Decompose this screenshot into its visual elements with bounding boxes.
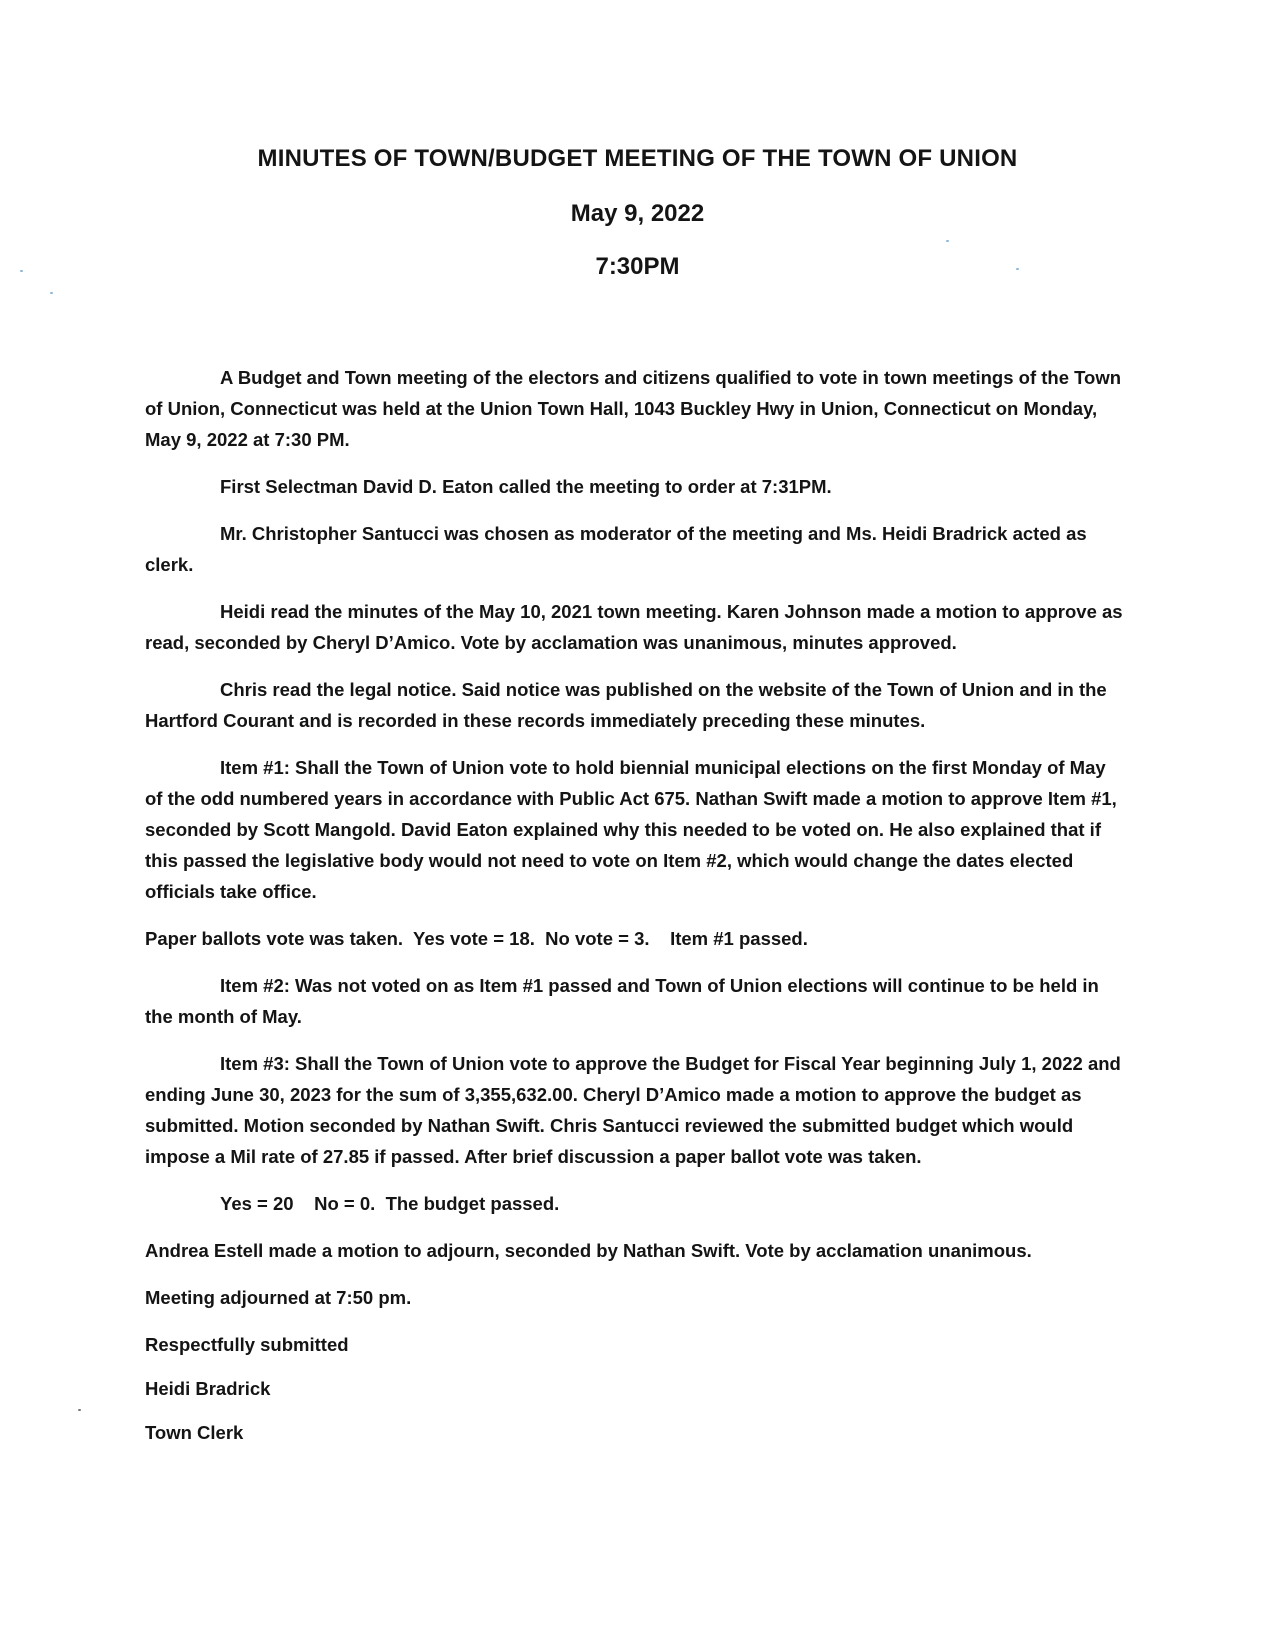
meeting-time: 7:30PM [595, 253, 680, 280]
scan-speck [946, 240, 949, 242]
adjourned-time-paragraph: Meeting adjourned at 7:50 pm. [145, 1287, 412, 1308]
item1-paragraph: Item #1: Shall the Town of Union vote to hold biennial municipal elections on the first Monday of May of the odd numbered years in accordance with Public Act 675. Nathan Swift made a motion to approve Item #1, seconded by Scott Mangold. David Eaton explained why this needed to be voted on. He also explained that if this passed the legislative body would not need to vote on Item #2, which would change the dates elected officials take office. [145, 757, 1117, 902]
adjourn-motion-paragraph: Andrea Estell made a motion to adjourn, seconded by Nathan Swift. Vote by acclamation unanimous. [145, 1240, 1032, 1261]
scan-speck [20, 270, 23, 272]
scan-speck [50, 292, 53, 294]
scan-speck [1016, 268, 1019, 270]
scan-speck [78, 1409, 81, 1411]
prior-minutes-paragraph: Heidi read the minutes of the May 10, 2021 town meeting. Karen Johnson made a motion to approve as read, seconded by Cheryl D’Amico. Vote by acclamation was unanimous, minutes approved. [145, 601, 1123, 653]
moderator-paragraph: Mr. Christopher Santucci was chosen as moderator of the meeting and Ms. Heidi Bradrick acted as clerk. [145, 523, 1087, 575]
signature-name: Heidi Bradrick [145, 1378, 271, 1399]
item3-paragraph: Item #3: Shall the Town of Union vote to approve the Budget for Fiscal Year beginning July 1, 2022 and ending June 30, 2023 for the sum of 3,355,632.00. Cheryl D’Amico made a motion to approve the budget as submitted. Motion seconded by Nathan Swift. Chris Santucci reviewed the submitted budget which would impose a Mil rate of 27.85 if passed. After brief discussion a paper ballot vote was taken. [145, 1053, 1121, 1167]
legal-notice-paragraph: Chris read the legal notice. Said notice was published on the website of the Town of Union and in the Hartford Courant and is recorded in these records immediately preceding these minutes. [145, 679, 1107, 731]
call-to-order-paragraph: First Selectman David D. Eaton called the meeting to order at 7:31PM. [220, 476, 832, 497]
intro-paragraph: A Budget and Town meeting of the electors and citizens qualified to vote in town meetings of the Town of Union, Connecticut was held at the Union Town Hall, 1043 Buckley Hwy in Union, Connecticut on Monday, May 9, 2022 at 7:30 PM. [145, 367, 1122, 450]
item3-vote-paragraph: Yes = 20 No = 0. The budget passed. [220, 1193, 560, 1214]
minutes-body [145, 362, 1125, 1461]
signature-title: Town Clerk [145, 1422, 244, 1443]
document-title: MINUTES OF TOWN/BUDGET MEETING OF THE TOWN OF UNION [257, 145, 1018, 172]
signature-closing: Respectfully submitted [145, 1334, 349, 1355]
meeting-date: May 9, 2022 [570, 200, 705, 227]
item2-paragraph: Item #2: Was not voted on as Item #1 passed and Town of Union elections will continue to be held in the month of May. [145, 975, 1099, 1027]
item1-vote-paragraph: Paper ballots vote was taken. Yes vote = 18. No vote = 3. Item #1 passed. [145, 928, 808, 949]
